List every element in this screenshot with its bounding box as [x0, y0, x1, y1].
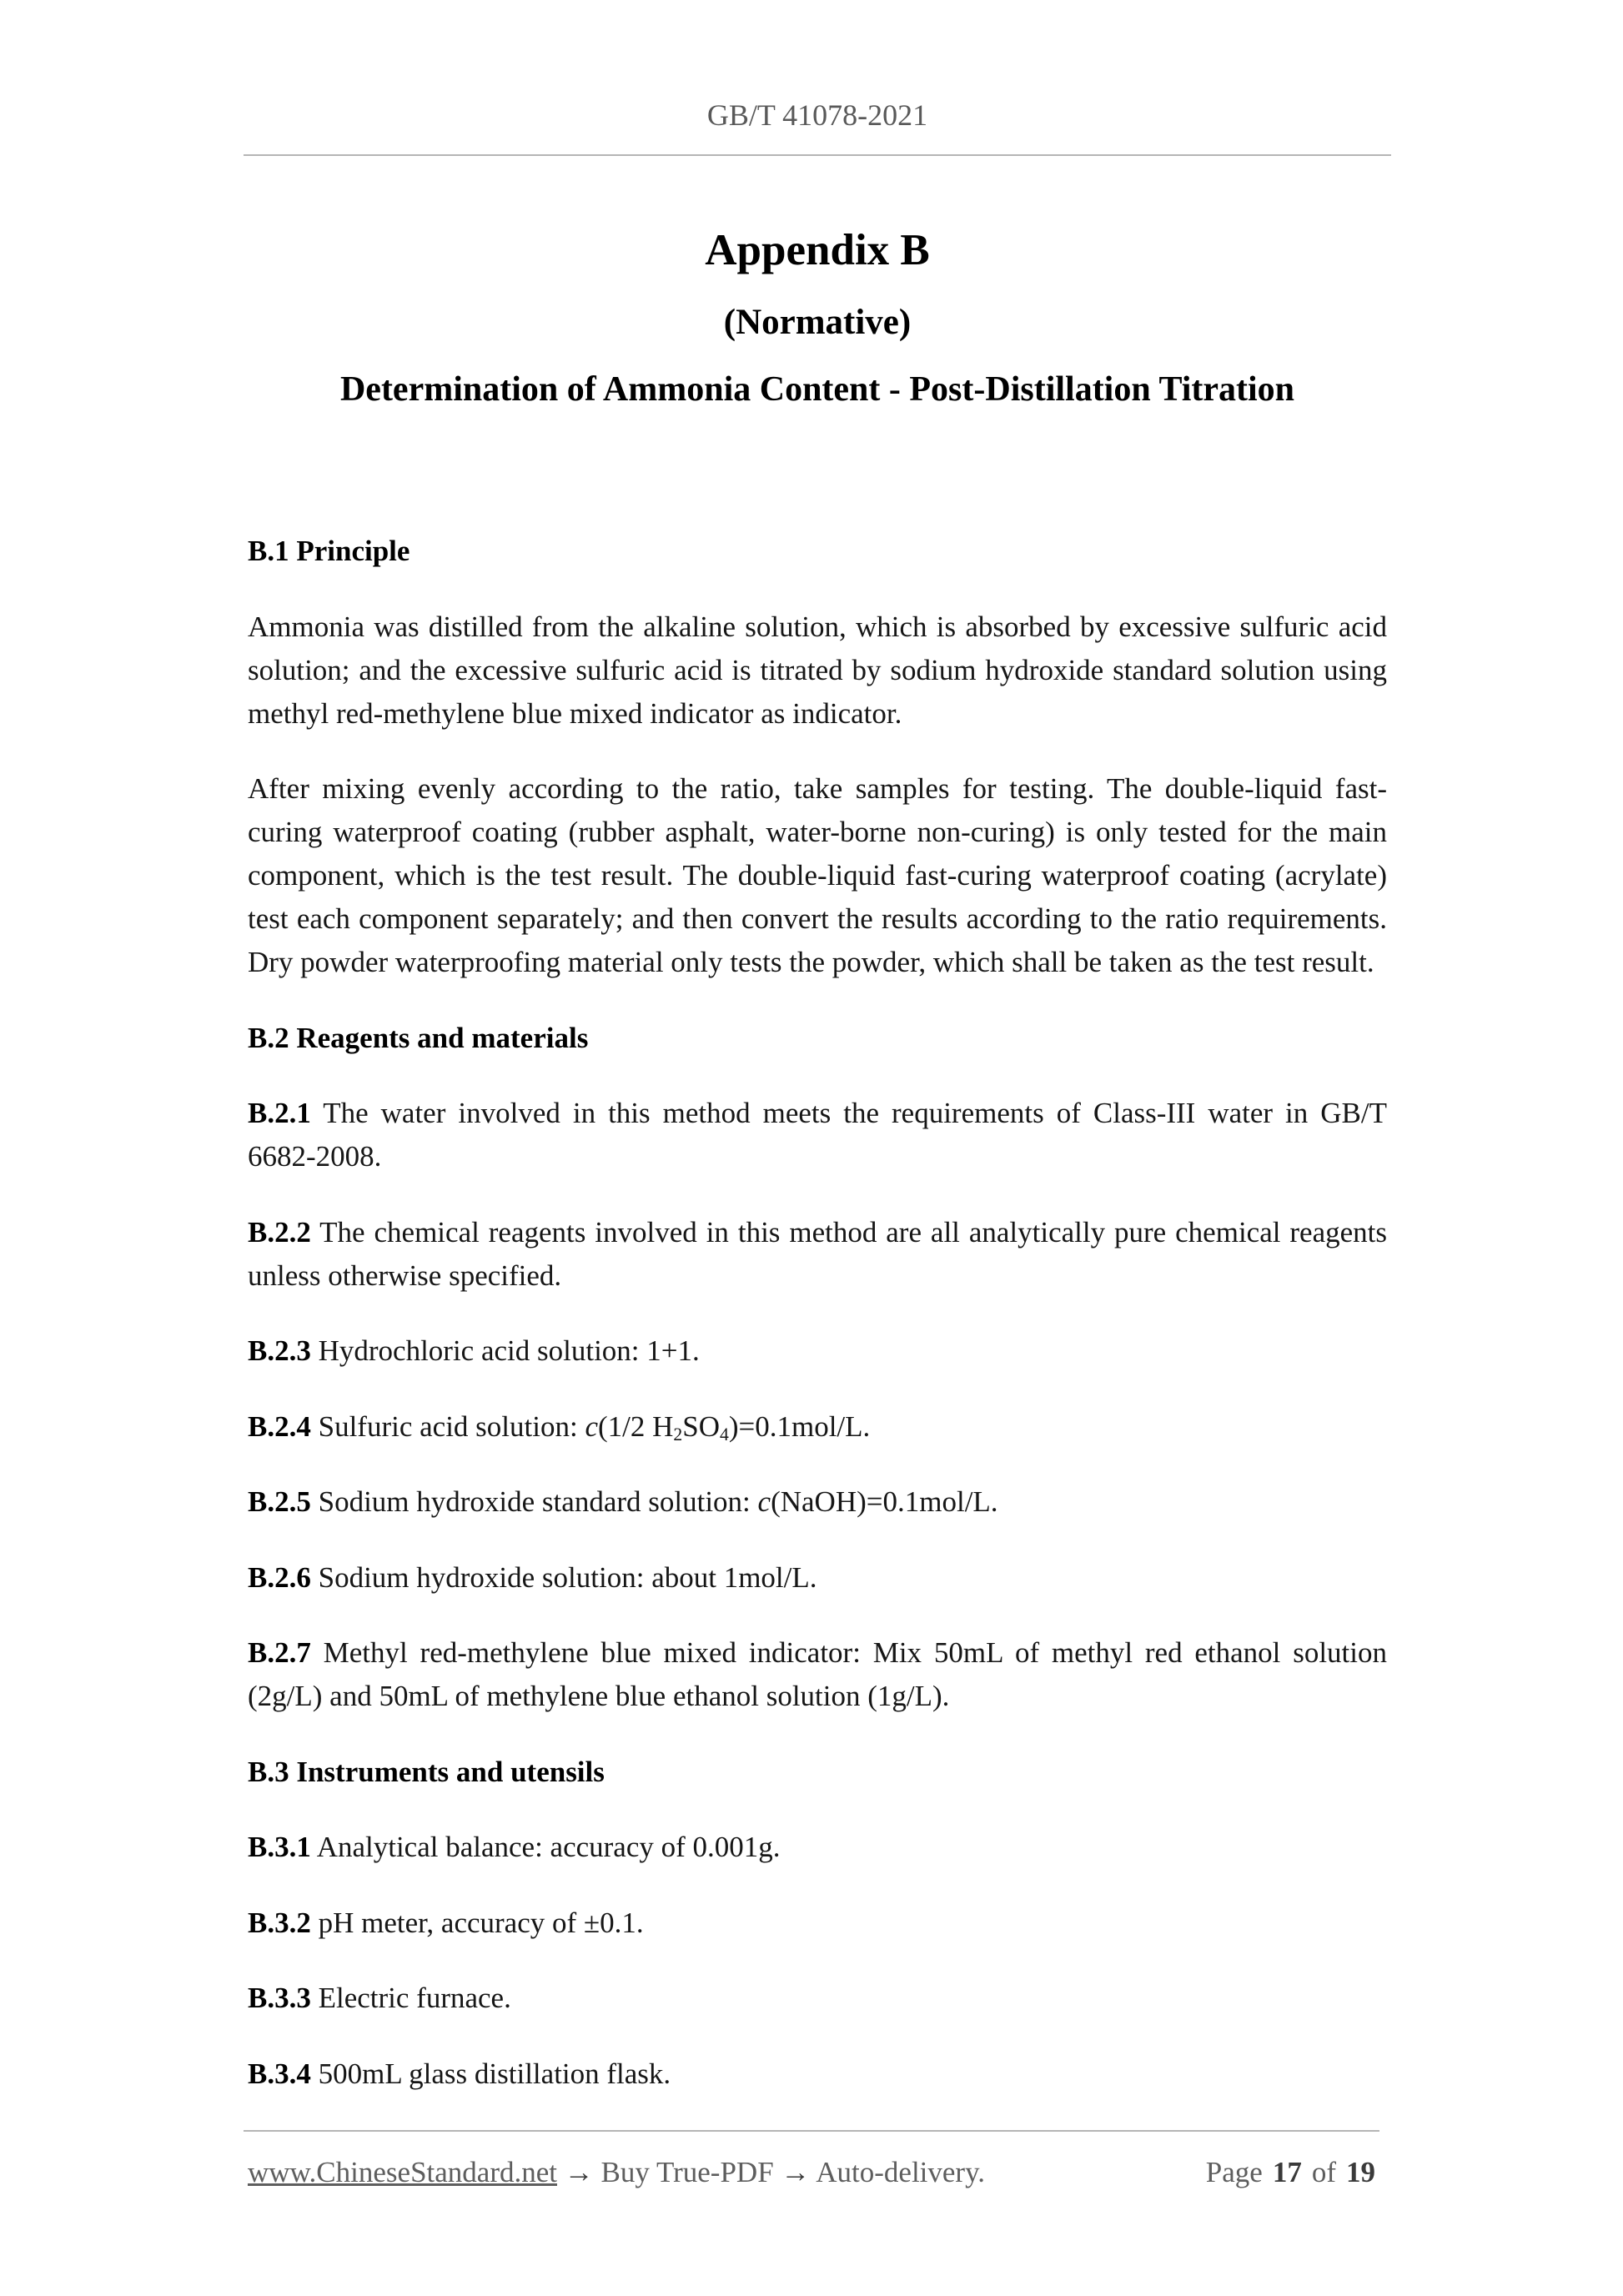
item-number: B.3.1	[248, 1831, 311, 1863]
arrow-right-icon: →	[781, 2156, 811, 2188]
appendix-body	[248, 530, 1387, 2096]
item-line: unless otherwise specified.	[248, 1259, 562, 1292]
paragraph-line: component, which is the test result. The double-liquid fast-curing waterproof coating (acrylate)	[248, 859, 1387, 892]
concentration-symbol: c	[757, 1485, 771, 1518]
principle-paragraph-1	[248, 605, 1387, 736]
reagent-item-b2-1	[248, 1092, 1387, 1178]
formula-subscript: 4	[719, 1424, 729, 1444]
reagent-item-b2-5	[248, 1480, 1387, 1524]
footer-promo	[248, 2153, 985, 2192]
paragraph-line: Dry powder waterproofing material only tests the powder, which shall be taken as the test result.	[248, 946, 1374, 978]
footer-buy-text: Buy True-PDF	[600, 2156, 774, 2188]
item-text: Sodium hydroxide solution: about 1mol/L.	[318, 1560, 817, 1594]
item-text: 500mL glass distillation flask.	[318, 2057, 671, 2090]
item-number: B.2.1	[248, 1097, 311, 1129]
header-divider	[244, 154, 1391, 156]
instrument-item-b3-3	[248, 1977, 1387, 2020]
appendix-status: (Normative)	[723, 303, 912, 342]
footer-delivery-text: Auto-delivery.	[816, 2156, 986, 2188]
formula-part: SO	[682, 1409, 720, 1443]
page-label: Page	[1205, 2156, 1263, 2188]
section-b3-heading-block	[248, 1751, 1387, 1794]
footer-divider	[244, 2130, 1379, 2132]
section-b1-heading-block	[248, 530, 1387, 573]
item-line	[248, 1405, 1387, 1449]
item-line: 6682-2008.	[248, 1140, 382, 1173]
item-number: B.2.4	[248, 1409, 311, 1443]
reagent-item-b2-6	[248, 1556, 1387, 1600]
page-indicator	[1206, 2153, 1375, 2192]
appendix-title: Appendix B	[705, 226, 930, 274]
reagent-item-b2-4	[248, 1405, 1387, 1449]
item-number: B.2.2	[248, 1215, 311, 1248]
item-text: pH meter, accuracy of ±0.1.	[318, 1906, 644, 1939]
item-text: Sulfuric acid solution:	[318, 1409, 578, 1443]
reagent-item-b2-7	[248, 1631, 1387, 1718]
appendix-subject: Determination of Ammonia Content - Post-Distillation Titration	[339, 370, 1295, 409]
paragraph-line: test each component separately; and then convert the results according to the ratio requirements.	[248, 902, 1387, 935]
item-line	[248, 1092, 1387, 1135]
item-number: B.2.5	[248, 1485, 311, 1518]
page-current: 17	[1272, 2156, 1302, 2188]
item-text: Methyl red-methylene blue mixed indicator: Mix 50mL of methyl red ethanol solution	[323, 1636, 1387, 1669]
item-text: Analytical balance: accuracy of 0.001g.	[316, 1831, 781, 1863]
section-b2-heading: B.2 Reagents and materials	[248, 1021, 589, 1054]
item-number: B.2.6	[248, 1560, 311, 1594]
running-header-code: GB/T 41078-2021	[706, 98, 928, 132]
item-line	[248, 1480, 1387, 1524]
item-text: Hydrochloric acid solution: 1+1.	[318, 1334, 700, 1367]
item-text: Electric furnace.	[318, 1982, 511, 2014]
page-total: 19	[1346, 2156, 1375, 2188]
formula-part: (1/2 H	[597, 1409, 674, 1443]
formula-part: )=0.1mol/L.	[728, 1409, 871, 1443]
section-b3-heading: B.3 Instruments and utensils	[248, 1755, 605, 1788]
formula-subscript: 2	[673, 1424, 683, 1444]
page-of-label: of	[1311, 2156, 1336, 2188]
arrow-right-icon: →	[564, 2156, 594, 2188]
section-b1-heading: B.1 Principle	[248, 535, 410, 567]
item-line	[248, 1329, 1387, 1373]
paragraph-line: solution; and the excessive sulfuric acid is titrated by sodium hydroxide standard solution using	[248, 653, 1387, 686]
item-line	[248, 1826, 1387, 1869]
instrument-item-b3-2	[248, 1902, 1387, 1945]
item-text: The water involved in this method meets the requirements of Class-III water in GB/T	[323, 1097, 1388, 1129]
item-line	[248, 1977, 1387, 2020]
instrument-item-b3-1	[248, 1826, 1387, 1869]
paragraph-line: curing waterproof coating (rubber asphalt, water-borne non-curing) is only tested for the main	[248, 816, 1387, 848]
item-text: The chemical reagents involved in this method are all analytically pure chemical reagents	[319, 1215, 1387, 1248]
item-line	[248, 1211, 1387, 1254]
reagent-item-b2-3	[248, 1329, 1387, 1373]
item-number: B.3.4	[248, 2057, 311, 2090]
formula-part: (NaOH)=0.1mol/L.	[771, 1485, 998, 1518]
principle-paragraph-2	[248, 767, 1387, 984]
item-number: B.2.7	[248, 1636, 311, 1669]
section-b2-heading-block	[248, 1017, 1387, 1060]
item-line	[248, 1631, 1387, 1675]
item-line	[248, 1556, 1387, 1600]
concentration-symbol: c	[585, 1409, 598, 1443]
paragraph-line: Ammonia was distilled from the alkaline solution, which is absorbed by excessive sulfuric acid	[248, 610, 1387, 643]
instrument-item-b3-4	[248, 2052, 1387, 2096]
item-number: B.3.3	[248, 1982, 311, 2014]
item-number: B.3.2	[248, 1906, 311, 1939]
footer-site-link[interactable]: www.ChineseStandard.net	[248, 2156, 557, 2188]
paragraph-line: methyl red-methylene blue mixed indicator as indicator.	[248, 696, 902, 730]
reagent-item-b2-2	[248, 1211, 1387, 1298]
item-line	[248, 1902, 1387, 1945]
item-text: Sodium hydroxide standard solution:	[318, 1485, 751, 1518]
item-number: B.2.3	[248, 1334, 311, 1367]
item-line	[248, 2052, 1387, 2096]
paragraph-line: After mixing evenly according to the ratio, take samples for testing. The double-liquid fast-	[248, 772, 1387, 805]
item-line: (2g/L) and 50mL of methylene blue ethanol solution (1g/L).	[248, 1680, 950, 1712]
